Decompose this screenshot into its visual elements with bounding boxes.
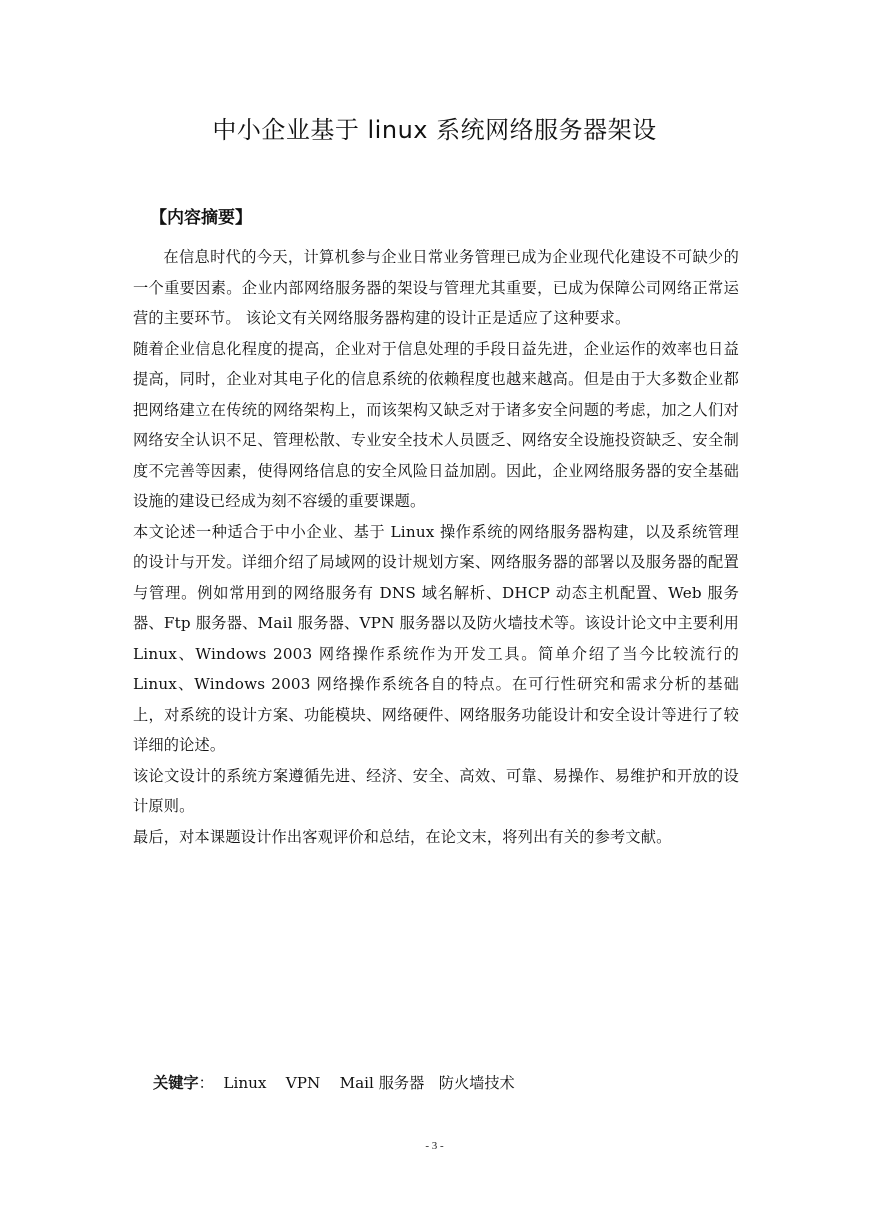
document-title: 中小企业基于 linux 系统网络服务器架设 (212, 116, 657, 144)
abstract-paragraph-2: 随着企业信息化程度的提高，企业对于信息处理的手段日益先进，企业运作的效率也日益提高，同时，企业对其电子化的信息系统的依赖程度也越来越高。但是由于大多数企业都把网络建立在传统的网络架构上，而该架构又缺乏对于诸多安全问题的考虑，加之人们对网络安全认识不足、管理松散、专业安全技术人员匮乏、网络安全设施投资缺乏、安全制度不完善等因素，使得网络信息的安全风险日益加剧。因此，企业网络服务器的安全基础设施的建设已经成为刻不容缓的重要课题。 (133, 339, 739, 510)
abstract-body (133, 242, 739, 852)
abstract-paragraph-5: 最后，对本课题设计作出客观评价和总结，在论文末，将列出有关的参考文献。 (133, 827, 672, 846)
abstract-paragraph-1: 在信息时代的今天，计算机参与企业日常业务管理已成为企业现代化建设不可缺少的一个重要因素。企业内部网络服务器的架设与管理尤其重要，已成为保障公司网络正常运营的主要环节。 该论文有关网络服务器构建的设计正是适应了这种要求。 (133, 248, 739, 327)
abstract-heading: 【内容摘要】 (150, 208, 252, 228)
abstract-paragraph-3: 本文论述一种适合于中小企业、基于 Linux 操作系统的网络服务器构建，以及系统管理的设计与开发。详细介绍了局域网的设计规划方案、网络服务器的部署以及服务器的配置与管理。例如常用到的网络服务有 DNS 域名解析、DHCP 动态主机配置、Web 服务器、Ftp 服务器、Mail 服务器、VPN 服务器以及防火墙技术等。该设计论文中主要利用 Linux、Windows 2003 网络操作系统作为开发工具。简单介绍了当今比较流行的 Linux、Windows 2003 网络操作系统各自的特点。在可行性研究和需求分析的基础上，对系统的设计方案、功能模块、网络硬件、网络服务功能设计和安全设计等进行了较详细的论述。 (133, 522, 739, 754)
keywords-list: ： Linux VPN Mail 服务器 防火墙技术 (198, 1074, 515, 1092)
page-number: - 3 - (425, 1140, 444, 1152)
abstract-paragraph-4: 该论文设计的系统方案遵循先进、经济、安全、高效、可靠、易操作、易维护和开放的设计原则。 (133, 766, 739, 815)
keywords-line (153, 1072, 515, 1093)
keywords-label: 关键字 (153, 1074, 199, 1092)
